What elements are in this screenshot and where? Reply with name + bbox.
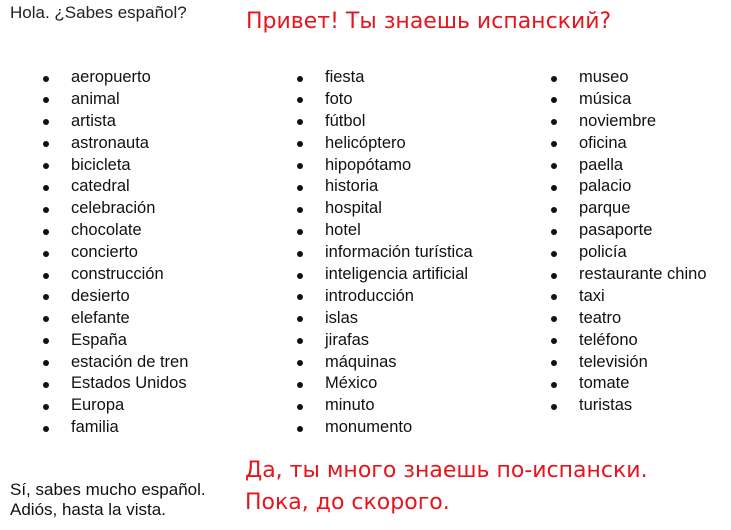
translation-bottom-line-1: Да, ты много знаешь по-испански.	[245, 458, 648, 483]
bullet-icon	[551, 382, 557, 388]
bullet-icon	[43, 382, 49, 388]
word-list-item	[294, 264, 473, 286]
word-list-item	[294, 352, 473, 374]
bullet-icon	[297, 404, 303, 410]
word-list-item	[548, 111, 707, 133]
word-list-item	[40, 330, 188, 352]
word-text: paella	[579, 155, 624, 174]
word-text: minuto	[325, 396, 375, 415]
word-text: fútbol	[325, 111, 366, 130]
word-text: islas	[325, 308, 359, 327]
word-text: introducción	[325, 286, 414, 305]
word-text: catedral	[71, 177, 130, 196]
word-text: museo	[579, 68, 629, 86]
word-text: policía	[579, 243, 627, 262]
word-list-item	[40, 176, 188, 198]
bullet-icon	[297, 338, 303, 344]
bullet-icon	[43, 229, 49, 235]
word-text: pasaporte	[579, 221, 653, 240]
word-list-item	[40, 67, 188, 89]
word-list-item	[548, 176, 707, 198]
bullet-icon	[43, 426, 49, 432]
bullet-icon	[551, 76, 557, 82]
word-list-item	[40, 395, 188, 417]
word-list-item	[548, 133, 707, 155]
word-list-item	[40, 198, 188, 220]
bullet-icon	[43, 273, 49, 279]
word-list-item	[294, 111, 473, 133]
word-text: artista	[71, 111, 116, 130]
word-list-item	[548, 67, 707, 89]
word-list-item	[40, 89, 188, 111]
word-text: Europa	[71, 396, 125, 415]
word-text: palacio	[579, 177, 632, 196]
word-list-item	[294, 133, 473, 155]
word-text: parque	[579, 199, 631, 218]
word-list-item	[548, 155, 707, 177]
word-text: hipopótamo	[325, 155, 412, 174]
word-text: familia	[71, 418, 119, 437]
word-column-3	[548, 67, 707, 417]
bullet-icon	[551, 229, 557, 235]
word-text: elefante	[71, 308, 130, 327]
bullet-icon	[297, 316, 303, 322]
word-text: historia	[325, 177, 379, 196]
word-text: España	[71, 330, 127, 349]
word-list-item	[40, 308, 188, 330]
word-list-item	[548, 352, 707, 374]
intro-text: Hola. ¿Sabes español?	[10, 3, 187, 22]
word-text: hotel	[325, 221, 361, 240]
bullet-icon	[43, 76, 49, 82]
bullet-icon	[551, 141, 557, 147]
word-list-item	[294, 395, 473, 417]
translation-top: Привет! Ты знаешь испанский?	[246, 9, 612, 34]
word-text: bicicleta	[71, 155, 131, 174]
word-list-item	[548, 373, 707, 395]
word-list-item	[294, 89, 473, 111]
word-list-item	[294, 198, 473, 220]
bullet-icon	[551, 97, 557, 103]
word-list-item	[294, 330, 473, 352]
word-list-item	[294, 155, 473, 177]
word-list-item	[548, 89, 707, 111]
bullet-icon	[43, 251, 49, 257]
word-text: chocolate	[71, 221, 142, 240]
bullet-icon	[297, 207, 303, 213]
word-list-item	[294, 67, 473, 89]
bullet-icon	[551, 404, 557, 410]
bullet-icon	[297, 119, 303, 125]
bullet-icon	[43, 163, 49, 169]
bullet-icon	[297, 229, 303, 235]
word-text: celebración	[71, 199, 156, 218]
word-list-item	[294, 417, 473, 439]
word-text: México	[325, 374, 378, 393]
word-list-item	[548, 308, 707, 330]
word-text: construcción	[71, 265, 164, 284]
word-list-item	[40, 417, 188, 439]
word-text: foto	[325, 89, 353, 108]
bullet-icon	[551, 207, 557, 213]
bullet-icon	[297, 294, 303, 300]
word-text: estación de tren	[71, 352, 189, 371]
word-list-item	[548, 395, 707, 417]
word-text: oficina	[579, 133, 627, 152]
bullet-icon	[43, 360, 49, 366]
bullet-icon	[551, 119, 557, 125]
bullet-icon	[297, 141, 303, 147]
word-text: televisión	[579, 352, 648, 371]
bullet-icon	[297, 76, 303, 82]
word-list-item	[294, 242, 473, 264]
bullet-icon	[551, 273, 557, 279]
word-text: información turística	[325, 243, 473, 262]
word-list-item	[548, 286, 707, 308]
word-list-item	[40, 133, 188, 155]
bullet-icon	[43, 294, 49, 300]
bullet-icon	[551, 251, 557, 257]
bullet-icon	[297, 273, 303, 279]
bullet-icon	[551, 163, 557, 169]
word-text: aeropuerto	[71, 68, 151, 86]
word-text: jirafas	[325, 330, 370, 349]
translation-bottom-line-2: Пока, до скорого.	[245, 490, 450, 515]
closing-line-1: Sí, sabes mucho español.	[10, 480, 206, 499]
word-text: teléfono	[579, 330, 638, 349]
word-list-item	[548, 220, 707, 242]
word-text: animal	[71, 89, 120, 108]
word-text: monumento	[325, 418, 413, 437]
word-list-item	[294, 220, 473, 242]
word-list-item	[40, 220, 188, 242]
word-text: taxi	[579, 286, 605, 305]
bullet-icon	[551, 185, 557, 191]
bullet-icon	[551, 316, 557, 322]
word-list-item	[40, 111, 188, 133]
word-text: teatro	[579, 308, 622, 327]
word-text: turistas	[579, 396, 633, 415]
bullet-icon	[43, 119, 49, 125]
bullet-icon	[43, 338, 49, 344]
word-list-item	[548, 198, 707, 220]
bullet-icon	[297, 97, 303, 103]
bullet-icon	[297, 163, 303, 169]
bullet-icon	[43, 316, 49, 322]
word-text: música	[579, 89, 632, 108]
word-text: tomate	[579, 374, 630, 393]
word-column-2	[294, 67, 473, 439]
bullet-icon	[551, 338, 557, 344]
word-text: hospital	[325, 199, 382, 218]
word-list-item	[40, 352, 188, 374]
word-list-item	[40, 242, 188, 264]
word-list-item	[40, 373, 188, 395]
bullet-icon	[297, 426, 303, 432]
bullet-icon	[43, 404, 49, 410]
word-list-item	[40, 155, 188, 177]
word-text: desierto	[71, 286, 130, 305]
bullet-icon	[297, 360, 303, 366]
word-text: máquinas	[325, 352, 397, 371]
bullet-icon	[43, 97, 49, 103]
word-column-1	[40, 67, 188, 439]
word-list-item	[548, 264, 707, 286]
bullet-icon	[551, 360, 557, 366]
word-list-item	[294, 176, 473, 198]
word-list-item	[294, 373, 473, 395]
closing-line-2: Adiós, hasta la vista.	[10, 500, 166, 519]
word-list-item	[40, 264, 188, 286]
bullet-icon	[297, 185, 303, 191]
word-text: astronauta	[71, 133, 149, 152]
word-text: concierto	[71, 243, 138, 262]
bullet-icon	[43, 185, 49, 191]
word-text: helicóptero	[325, 133, 406, 152]
word-list-item	[294, 308, 473, 330]
word-list-item	[40, 286, 188, 308]
word-text: noviembre	[579, 111, 657, 130]
word-list-item	[548, 330, 707, 352]
word-text: fiesta	[325, 68, 365, 86]
word-list-item	[548, 242, 707, 264]
bullet-icon	[297, 251, 303, 257]
word-list-item	[294, 286, 473, 308]
bullet-icon	[551, 294, 557, 300]
bullet-icon	[43, 207, 49, 213]
word-text: Estados Unidos	[71, 374, 187, 393]
closing-text	[10, 480, 206, 520]
bullet-icon	[43, 141, 49, 147]
word-text: inteligencia artificial	[325, 265, 469, 284]
word-text: restaurante chino	[579, 265, 707, 284]
bullet-icon	[297, 382, 303, 388]
